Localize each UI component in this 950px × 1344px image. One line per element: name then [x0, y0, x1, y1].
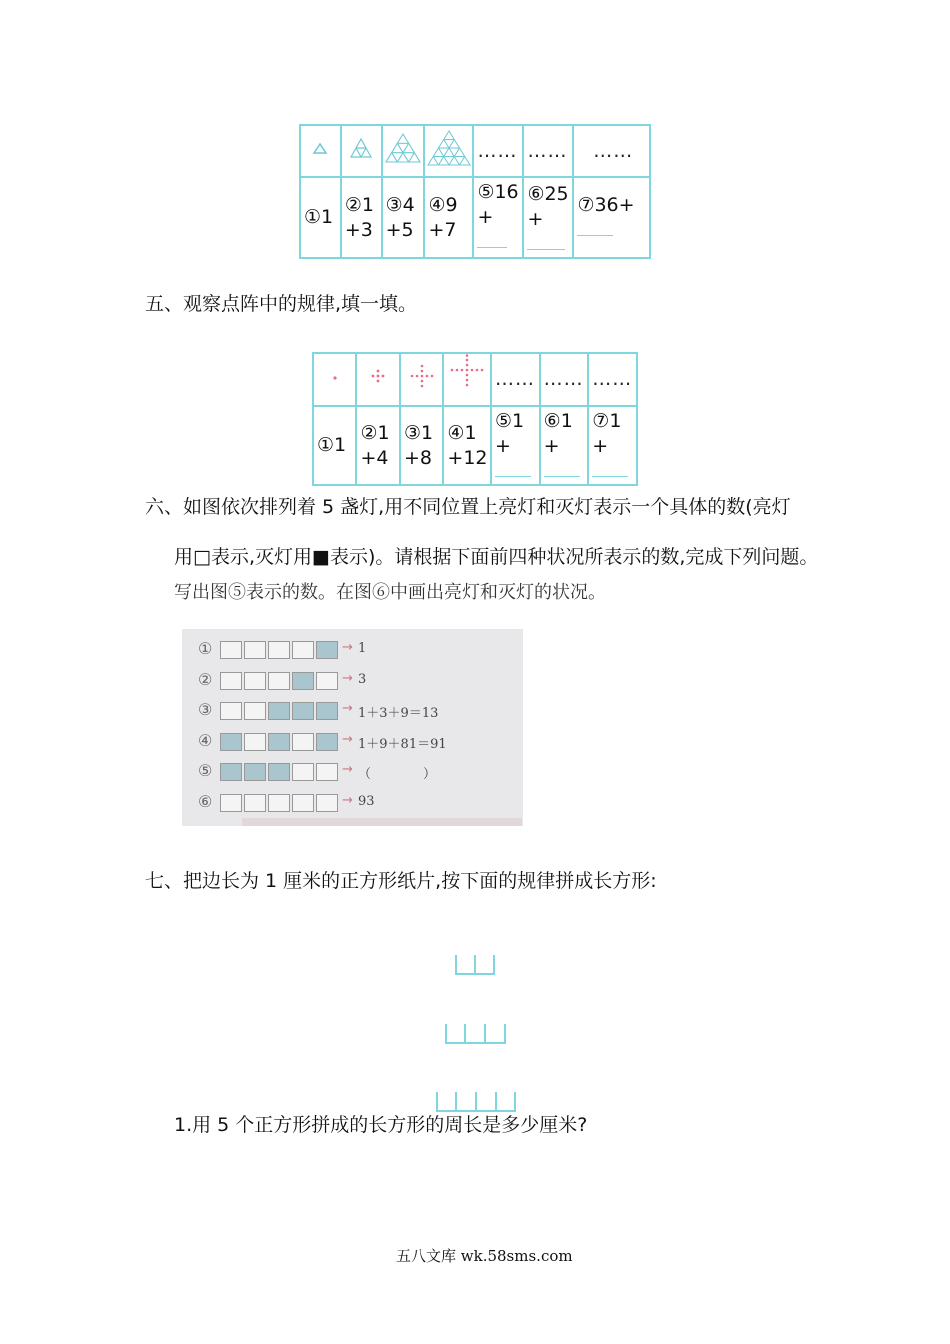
header-ellipsis: ……	[523, 125, 573, 177]
rectangle-2-squares	[455, 955, 495, 975]
lamp-row	[182, 731, 523, 755]
lamp-unlit	[316, 763, 338, 781]
dot-cell-1: ①1	[313, 406, 356, 485]
dot-figure-4	[443, 353, 491, 406]
lamp-lit	[268, 702, 290, 720]
answer-blank[interactable]	[592, 476, 628, 477]
dot-figure-3	[400, 353, 443, 406]
lamp-row	[182, 700, 523, 724]
dot-cell-3: ③1 +8	[400, 406, 443, 485]
arrow-icon: →	[342, 762, 353, 777]
lamp-row-value: 3	[358, 671, 367, 687]
header-ellipsis: ……	[573, 125, 650, 177]
question-7-title: 七、把边长为 1 厘米的正方形纸片,按下面的规律拼成长方形:	[145, 870, 657, 892]
triangle-figure-3	[382, 125, 425, 177]
lamp-lit	[292, 702, 314, 720]
lamp-row-number: ③	[198, 700, 213, 719]
dot-pattern-table	[312, 352, 638, 486]
lamp-row	[182, 639, 523, 663]
arrow-icon: →	[342, 670, 353, 686]
lamp-row-value: 1＋9＋81＝91	[358, 736, 447, 752]
question-7-sub-1: 1.用 5 个正方形拼成的长方形的周长是多少厘米?	[174, 1114, 588, 1136]
lamp-row-number: ④	[198, 730, 213, 750]
lamp-lit	[292, 672, 314, 690]
dot-cell-6: ⑥1 +	[540, 406, 589, 485]
lamp-unlit	[268, 641, 290, 659]
question-6-line-1: 六、如图依次排列着 5 盏灯,用不同位置上亮灯和灭灯表示一个具体的数(亮灯	[145, 496, 791, 518]
lamp-figure	[182, 629, 523, 826]
lamp-unlit	[244, 641, 266, 659]
lamp-unlit[interactable]	[316, 794, 338, 812]
pattern-cell-7: ⑦36+	[573, 177, 650, 258]
arrow-icon: →	[342, 640, 353, 655]
answer-blank[interactable]	[527, 249, 565, 250]
lamp-lit	[316, 641, 338, 659]
dot-figure-1	[313, 353, 356, 406]
lamp-row-value: 93	[358, 793, 375, 809]
lamp-lit	[268, 733, 290, 751]
lamp-row-value: 1	[358, 641, 367, 656]
arrow-icon: →	[342, 701, 353, 716]
pattern-cell-5: ⑤16 +	[473, 177, 523, 258]
pattern-cell-6: ⑥25 +	[523, 177, 573, 258]
lamp-lit	[316, 733, 338, 751]
pattern-cell-1: ①1	[300, 177, 341, 258]
header-ellipsis: ……	[491, 353, 540, 406]
lamp-lit	[220, 733, 242, 751]
dot-cell-4: ④1 +12	[443, 406, 491, 485]
question-5-title: 五、观察点阵中的规律,填一填。	[145, 293, 418, 315]
lamp-unlit	[292, 641, 314, 659]
header-ellipsis: ……	[473, 125, 523, 177]
pattern-cell-3: ③4 +5	[382, 177, 425, 258]
triangle-figure-1	[300, 125, 341, 177]
lamp-row-value: 1＋3＋9＝13	[358, 706, 439, 721]
pattern-cell-4: ④9 +7	[424, 177, 473, 258]
lamp-unlit	[244, 733, 266, 751]
arrow-icon: →	[342, 792, 353, 808]
lamp-row-number: ②	[198, 669, 213, 689]
header-ellipsis: ……	[588, 353, 637, 406]
lamp-lit	[244, 763, 266, 781]
lamp-unlit	[292, 733, 314, 751]
answer-blank[interactable]	[477, 247, 507, 248]
lamp-lit	[220, 763, 242, 781]
lamp-row-number: ⑤	[198, 761, 213, 780]
lamp-lit	[316, 702, 338, 720]
lamp-unlit	[220, 702, 242, 720]
lamp-row	[182, 670, 523, 694]
triangle-figure-2	[341, 125, 382, 177]
lamp-unlit[interactable]	[244, 794, 266, 812]
pattern-cell-2: ②1 +3	[341, 177, 382, 258]
lamp-row-number: ⑥	[198, 791, 213, 811]
dot-figure-2	[356, 353, 399, 406]
lamp-row	[182, 761, 523, 785]
answer-blank[interactable]	[577, 223, 613, 236]
lamp-lit	[268, 763, 290, 781]
triangle-figure-4	[424, 125, 473, 177]
lamp-unlit	[268, 672, 290, 690]
triangle-pattern-table	[299, 124, 651, 259]
question-6-line-3: 写出图⑤表示的数。在图⑥中画出亮灯和灭灯的状况。	[174, 582, 606, 603]
lamp-row-number: ①	[198, 639, 213, 658]
question-6-line-2: 用□表示,灭灯用■表示)。请根据下面前四种状况所表示的数,完成下列问题。	[174, 546, 819, 568]
lamp-row	[182, 792, 523, 816]
lamp-unlit	[244, 672, 266, 690]
footer-watermark: 五八文库 wk.58sms.com	[396, 1247, 573, 1265]
lamp-row-value: （ ）	[358, 767, 437, 782]
header-ellipsis: ……	[540, 353, 589, 406]
rectangle-4-squares	[436, 1092, 516, 1112]
dot-cell-5: ⑤1 +	[491, 406, 540, 485]
rectangle-3-squares	[445, 1024, 506, 1044]
lamp-unlit[interactable]	[220, 794, 242, 812]
lamp-unlit	[244, 702, 266, 720]
lamp-unlit[interactable]	[292, 794, 314, 812]
dot-cell-7: ⑦1 +	[588, 406, 637, 485]
lamp-unlit	[220, 641, 242, 659]
answer-blank[interactable]	[544, 476, 580, 477]
lamp-unlit	[316, 672, 338, 690]
dot-cell-2: ②1 +4	[356, 406, 399, 485]
answer-blank[interactable]	[495, 476, 531, 477]
lamp-unlit	[292, 763, 314, 781]
arrow-icon: →	[342, 731, 353, 747]
cut-off-text-strip	[242, 818, 522, 826]
lamp-unlit	[220, 672, 242, 690]
lamp-unlit[interactable]	[268, 794, 290, 812]
